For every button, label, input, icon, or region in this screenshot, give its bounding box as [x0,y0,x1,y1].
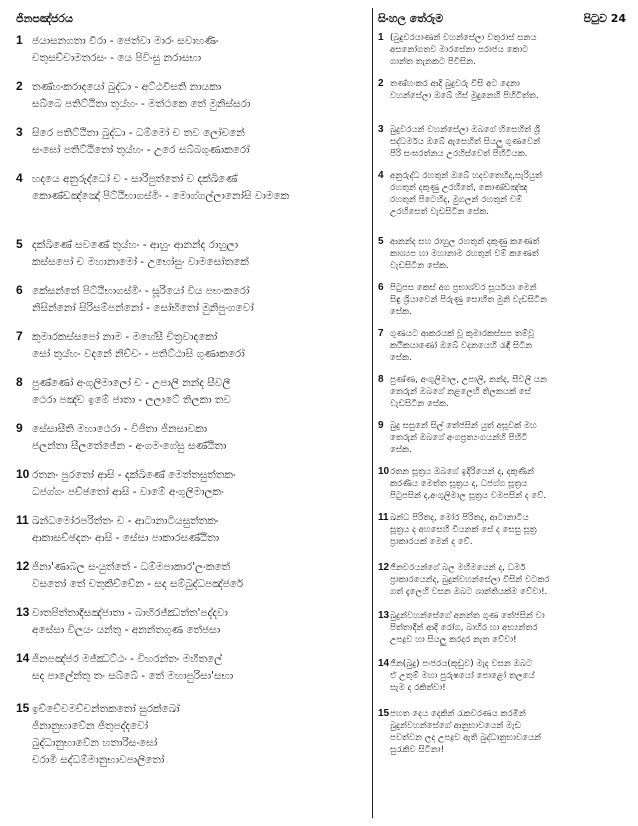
verse-text: සිරෙ පතිට්ඨිතා බුද්ධා - ධම්මෝ ච තව ලෝචනේ [32,127,245,139]
verse-line: සෝ තුය්හං වදනේ නිච්චං - පතිට්ඨාසි ගුණාකරෝ [32,348,245,360]
verse-line: සබ්බෙ පතිට්ඨිතා තුය්හං - මත්ථකෙ තේ මුනිස්සරා [32,98,251,110]
verse-line [16,512,368,530]
meaning-line: අසනෝගතව මාරසේනා පරාජය කොට [390,45,529,55]
verse-line [16,32,368,50]
verse-text: ජයාසනගතා වීරා - ජෙත්වා මාරං සවාහණිං [32,35,219,47]
meaning-line: කාශ්‍යප හා මහානාම රහතුන් වම් කණෙත් [390,249,539,259]
meaning-4 [378,170,630,218]
verse-6 [16,282,368,317]
meaning-number: 2 [378,78,384,89]
meaning-line [378,32,630,44]
meaning-15 [378,708,630,756]
meaning-line: සැම ද රකිත්වා! [390,683,446,693]
verse-14 [16,650,368,685]
meaning-number: 6 [378,282,384,293]
verse-text: රතනං පුරතෝ ආසි - දක්ඛිණේ මෙත්තසුත්තකං [32,469,236,481]
verse-text: වාතපිත්තාදිසඤ්ජාතා - බාහිරජ්ඣත්ත'පද්දවා [32,607,228,619]
verse-number: 15 [16,701,30,715]
verse-text: කේසන්තේ පිට්ඨිභාගස්මිං - සූරියෝ විය පභංකරෝ [32,285,250,297]
right-heading: සිංහල තේරුම [378,12,444,25]
verse-line [16,650,368,668]
verse-number: 11 [16,513,29,527]
verse-number: 4 [16,171,23,185]
meaning-line: බුදුන්වහන්සේගේ ආනුභාවයෙන් මැඩ [390,721,521,731]
verse-number: 10 [16,467,30,481]
pali-column [16,10,368,766]
meaning-text: රතන සූත්‍රය ඔබගේ ඉදිරියෙන් ද, දකුණින් [390,467,535,477]
meaning-line: ප්‍රාකාරයක් මෙන් ද වේ. [390,537,473,547]
meaning-line [378,124,630,136]
meaning-text: බුදුවරයන් වහන්සේලා ඔබගේ හිසෙහිත් ශ්‍රී [390,125,540,135]
verse-8 [16,374,368,409]
verse-line [16,558,368,576]
verse-line: ජලන්තා සීලතේජේන - අංගමංගේසු සණ්ඨිතා [32,440,227,452]
meaning-line [378,466,630,478]
verse-text: සේසාසීති මහාථෙරා - විජිතා ජිනසාවකා [32,423,208,435]
verse-number: 9 [16,421,23,435]
meaning-line: උරහිසෙත් වැඩසිටින සේක. [390,207,490,217]
verse-line [16,420,368,438]
meaning-line: සේක. [390,353,412,363]
verse-text: ඛන්ධමෝරපරිත්තං ච - ආටානාටියසුත්තකං [32,515,219,527]
verse-number: 2 [16,79,23,93]
verse-text: පුණ්ණෝ අංගුලිමාලෝ ච - උපාලි නන්ද සීවලී [32,377,231,389]
right-header [378,10,630,28]
meaning-number: 7 [378,328,384,339]
verse-line: කස්සපෝ ච මහානාමෝ - උභෝසුං වාමසෝතකේ [32,256,249,268]
meaning-text: පහත දෙය දෙකින් රැකවරණය කරමින් [390,709,526,719]
meaning-number: 11 [378,512,389,523]
verse-text: ජිනපඤ්ජර මජ්ඣට්ඨං - විහරන්තං මහීතලේ [32,653,223,665]
meaning-line: තෙරුන් ඔබගේ නළලෙහි තිලකයක් සේ [390,387,531,397]
meaning-line: ගත් දැලෙහි වසන ඔබට ශාන්තියක්ම වේවා!. [390,587,548,597]
verse-1 [16,32,368,67]
page-number: පිටුව 24 [583,12,626,25]
meaning-7 [378,328,630,364]
meaning-line [378,170,630,182]
meaning-line: සූත්‍රය ද අහසෙහි වියනක් සේ ද සෙසු සූත්‍ර [390,525,537,535]
meaning-number: 1 [378,32,384,43]
meaning-text: ගුණයට ආකරයක් වූ කුමාරකස්සප තම්වූ [390,329,535,339]
verse-line: ධජග්ගං පච්ඡතෝ ආසි - වාමේ අංගුලිමාලකං [32,486,224,498]
meaning-column [378,10,630,755]
meaning-text: අනුරුද්ධ රහතුන් ඔබේ හදවතෙහිද,සැරියුත් [390,171,542,181]
verse-line [16,466,368,484]
meaning-line: පිත්තාදීන් ආදි රෝග, බාහිර හා අභ්‍යන්තර [390,623,538,633]
verse-text: ජිනා'ණාබල සංයුත්තේ - ධම්මපාකාර'ලංකතේ [32,561,231,573]
meaning-line: සේක. [390,307,412,317]
meaning-number: 15 [378,708,390,719]
column-divider [372,8,373,818]
meaning-number: 5 [378,236,384,247]
verse-line: චතුසච්චාමතරසං - යෙ පිවිංසු නරාසභා [32,52,202,64]
meaning-11 [378,512,630,548]
verse-line [16,124,368,142]
verse-7 [16,328,368,363]
verse-line [16,328,368,346]
meaning-line: කථිකයාණෝ ඔබේ වදනයෙහි රැඳී සිටින [390,341,533,351]
meaning-text: ඛන්ධ පිරිතද, මෝර පිරිතද, ආටානාටිය [390,513,529,523]
meaning-line: වැඩසිටින සේක. [390,261,449,271]
verse-2 [16,78,368,113]
meaning-line: උපද්‍රව හා සියලු කරදර නැත වේවා! [390,635,517,645]
meaning-line: පිරි සංඝරත්නය උරහිස්වෙත් පිහිටියක. [390,149,528,159]
verse-line: ථෙරා පඤ්ච ඉමේ ජාතා - ලලාටේ තිලකා තව [32,394,231,406]
meaning-8 [378,374,630,410]
left-heading: ජිනපඤ්ජරය [16,12,73,25]
verse-line: සද පාලේන්තු තං සබ්බේ - තේ මහාපුරිසා'සභා [32,670,234,682]
meaning-number: 12 [378,562,390,573]
verse-text: හදයෙ අනුරුද්ධෝ ච - සාරිපුත්තෝ ච දක්ඛිණේ [32,173,238,185]
meaning-line: තෙරුන් ඔබගේ අංගප්‍රත්‍යංගයන්හි පිහිටි [390,433,528,443]
meaning-14 [378,658,630,694]
verse-number: 5 [16,237,23,251]
verse-number: 7 [16,329,23,343]
meaning-line: රහතුන් පිටෙහිද, මුගලන් රහතුන් වම් [390,195,523,205]
meaning-line [378,78,630,90]
verse-number: 3 [16,125,23,139]
verse-line: චරාමි සද්ධම්මානුභාවපාලිතෝ [32,754,165,766]
verse-line: ආකාසච්ඡදනං ආසි - සේසා පාකාරසණ්ඨිතා [32,532,220,544]
verse-line: නිසින්නෝ සිරිසම්පන්නෝ - සෝභිතෝ මුනිපුංගවෝ [32,302,254,314]
verse-line: සංඝෝ පතිට්ඨිතෝ තුය්හං - උරෙ සබ්බගුණාකරෝ [32,144,250,156]
meaning-line: රහතුන් දකුණු උරහිතේ, කොණ්ඩඤ්ඤ [390,183,528,193]
meaning-line [378,512,630,524]
meaning-2 [378,78,630,102]
meaning-text: ආනන්ද සහ රාහුල රහතුන් දකුණු කණෙත් [390,237,540,247]
verse-text: දක්ඛිණේ සවණේ තුය්හං - ආහුං ආනන්ද රාහුලා [32,239,239,251]
meaning-text: (බුදුවරයාණන් වහන්සේලා වතුරාස් සනය [390,33,537,43]
verse-line [16,700,368,718]
meaning-number: 9 [378,420,384,431]
verse-5 [16,236,368,271]
meaning-line: සිඳු ශ්‍රියාවෙන් පිරුණු සොහිත මුනි වැඩසිටින [390,295,548,305]
verse-3 [16,124,368,159]
meaning-number: 4 [378,170,384,181]
meaning-line: පිටුපසින් ද,අංගුලිමාල සූත්‍රය වමපසින් ද වේ. [390,491,547,501]
meaning-3 [378,124,630,160]
meaning-line [378,328,630,340]
meaning-line: සේක. [390,445,412,455]
meaning-5 [378,236,630,272]
meaning-number: 13 [378,610,390,621]
meaning-12 [378,562,630,598]
verse-12 [16,558,368,593]
verse-text: තණ්හංකරාදයෝ බුද්ධා - අට්ඨවීසති නායකා [32,81,222,93]
meaning-line [378,658,630,670]
meaning-text: ජිනවරයන්ගේ බල මහිමයෙන් ද, ධර්ම [390,563,526,573]
meaning-line [378,562,630,574]
meaning-text: පුණ්ණ, අංගුලිමාල, උපාලි, නන්ද, සීවලී යන [390,375,548,385]
verse-11 [16,512,368,547]
meaning-line: ගාන්ත තැනකට පිවිසින. [390,57,476,67]
verse-number: 12 [16,559,30,573]
verse-text: ඉච්චේවමච්චන්තකතෝ සුරක්ඛෝ [32,703,180,715]
meaning-line: සද්ධර්මය ඔබේ ඇසෙහිත් සියලු ගුණවෙන් [390,137,541,147]
verse-line [16,236,368,254]
verse-number: 1 [16,33,23,47]
verse-line: කොණ්ඩඤ්ඤෝ පිට්ඨිභාගස්මිං - මොග්ගල්ලානෝසි වාමකෙ [32,190,290,202]
verse-line: ජිනානුභාවේන ජිතුපද්දවෝ [32,720,149,732]
verse-line [16,374,368,392]
meaning-line: කරණීය මෙත්ත සූත්‍රය ද, ධජග්ග සූත්‍රය [390,479,528,489]
meaning-line [378,236,630,248]
verse-line [16,282,368,300]
meaning-line [378,420,630,432]
meaning-number: 3 [378,124,384,135]
meaning-13 [378,610,630,646]
meaning-line: වහන්සේලා ඔබේ හිස් මුදුනෙහි පිහිටිත්ත. [390,91,539,101]
verse-number: 6 [16,283,23,297]
meaning-line: ඒ උතුම් මහා පුරුෂයෝ පොළෝ තලයේ [390,671,535,681]
verse-line [16,604,368,622]
verse-9 [16,420,368,455]
verse-15 [16,700,368,769]
meaning-text: බුදුන්වහන්සේගේ අනන්ත ගුණ තේජසින් වා [390,611,545,621]
meaning-line [378,708,630,720]
meaning-line: ප්‍රාකාරයෙන්ද, බුදුන්වහන්සේලා විසින් වටකර [390,575,550,585]
meaning-text: ජින(බුදු) පංජරය(කූඩුව) මැද වසන ඔබට [390,659,533,669]
meaning-6 [378,282,630,318]
meaning-number: 8 [378,374,384,385]
meaning-line [378,610,630,622]
meaning-line: සුරැකිව සිටිනා! [390,745,445,755]
meaning-text: තණ්හංකර ආදි බුදුවරු විසි අට දෙනා [390,79,520,89]
verse-number: 13 [16,605,30,619]
meaning-number: 10 [378,466,390,477]
verse-line: අසේසා විලයං යන්තු - අනන්තගුණ තේජසා [32,624,221,636]
verse-number: 8 [16,375,23,389]
meaning-number: 14 [378,658,390,669]
verse-line [16,78,368,96]
verse-line: බුද්ධානුභාවේන හතාරිසංඝෝ [32,737,158,749]
verse-line: වසතෝ තේ චතුකිච්චේන - සද සම්බුද්ධපඤ්ජරේ [32,578,244,590]
meaning-10 [378,466,630,502]
verse-text: කුමාරකස්සපෝ නාම - මහේසී චිත්‍රවාදකෝ [32,331,218,343]
meaning-1 [378,32,630,68]
meaning-9 [378,420,630,456]
meaning-line [378,374,630,386]
meaning-line: පවත්වන ලද උපද්‍රව ඇති බුද්ධානුභාවයෙන් [390,733,542,743]
meaning-text: බුදු සසුනේ සිල් තේජසින් යුත් අසූවක් මහ [390,421,537,431]
verse-13 [16,604,368,639]
verse-4 [16,170,368,205]
verse-line [16,170,368,188]
meaning-line [378,282,630,294]
verse-10 [16,466,368,501]
meaning-line: වැඩසිටින සේක. [390,399,449,409]
meaning-text: පිටුපස කෙස් අග ප්‍රභාශ්වර සූර්යයා මෙන් [390,283,537,293]
verse-number: 14 [16,651,30,665]
